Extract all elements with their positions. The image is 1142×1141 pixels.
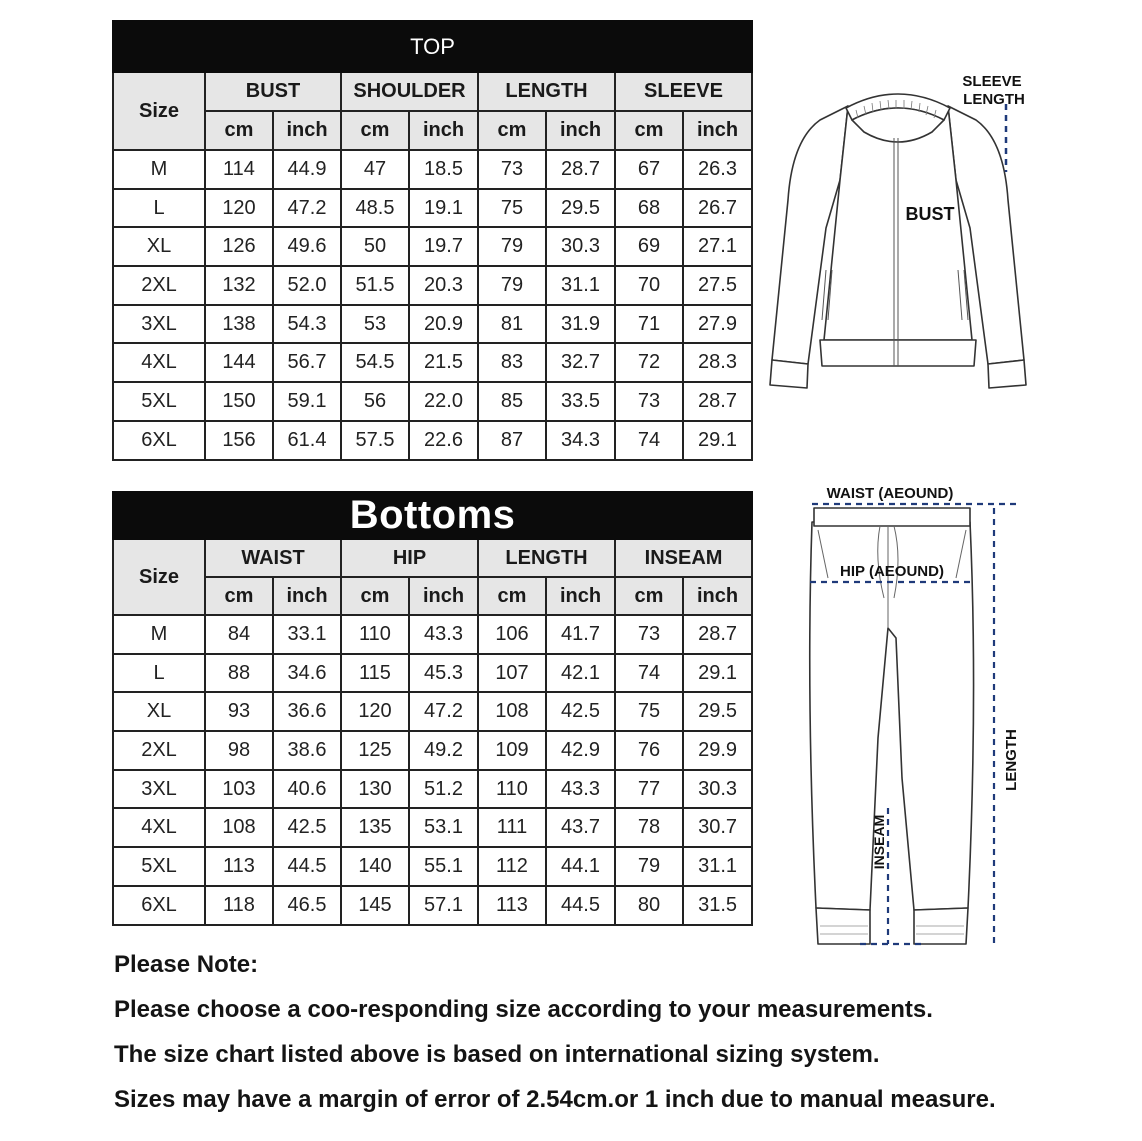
unit-inch: inch	[683, 111, 752, 150]
unit-inch: inch	[273, 577, 341, 615]
value-cell: 140	[341, 847, 409, 886]
value-cell: 111	[478, 808, 546, 847]
value-cell: 28.7	[683, 382, 752, 421]
value-cell: 20.3	[409, 266, 478, 305]
value-cell: 26.3	[683, 150, 752, 189]
value-cell: 132	[205, 266, 273, 305]
value-cell: 21.5	[409, 343, 478, 382]
bust-header: BUST	[205, 72, 341, 111]
table-row	[113, 382, 752, 421]
value-cell: 85	[478, 382, 546, 421]
value-cell: 106	[478, 615, 546, 654]
value-cell: 120	[341, 692, 409, 731]
value-cell: 87	[478, 421, 546, 460]
value-cell: 43.3	[409, 615, 478, 654]
size-cell: XL	[113, 227, 205, 266]
value-cell: 49.2	[409, 731, 478, 770]
value-cell: 41.7	[546, 615, 615, 654]
size-cell: L	[113, 189, 205, 228]
value-cell: 31.1	[683, 847, 752, 886]
value-cell: 55.1	[409, 847, 478, 886]
value-cell: 78	[615, 808, 683, 847]
size-column-header: Size	[113, 72, 205, 150]
notes-section	[114, 942, 1114, 1122]
unit-inch: inch	[683, 577, 752, 615]
unit-cm: cm	[478, 577, 546, 615]
value-cell: 42.5	[273, 808, 341, 847]
table-row	[113, 227, 752, 266]
value-cell: 31.1	[546, 266, 615, 305]
unit-cm: cm	[478, 111, 546, 150]
value-cell: 74	[615, 654, 683, 693]
value-cell: 29.5	[546, 189, 615, 228]
unit-cm: cm	[341, 577, 409, 615]
value-cell: 28.7	[546, 150, 615, 189]
value-cell: 18.5	[409, 150, 478, 189]
value-cell: 75	[615, 692, 683, 731]
top-size-table	[112, 20, 753, 461]
table-row	[113, 305, 752, 344]
value-cell: 79	[478, 227, 546, 266]
value-cell: 45.3	[409, 654, 478, 693]
value-cell: 61.4	[273, 421, 341, 460]
value-cell: 33.5	[546, 382, 615, 421]
value-cell: 29.1	[683, 654, 752, 693]
waist-label: WAIST (AEOUND)	[826, 485, 954, 502]
notes-heading: Please Note:	[114, 951, 259, 978]
table-row	[113, 189, 752, 228]
value-cell: 138	[205, 305, 273, 344]
top-table-title: TOP	[113, 21, 752, 72]
value-cell: 43.7	[546, 808, 615, 847]
size-cell: XL	[113, 692, 205, 731]
value-cell: 69	[615, 227, 683, 266]
value-cell: 42.5	[546, 692, 615, 731]
value-cell: 54.5	[341, 343, 409, 382]
value-cell: 79	[615, 847, 683, 886]
value-cell: 47.2	[409, 692, 478, 731]
table-row	[113, 150, 752, 189]
value-cell: 57.5	[341, 421, 409, 460]
value-cell: 30.7	[683, 808, 752, 847]
value-cell: 74	[615, 421, 683, 460]
value-cell: 49.6	[273, 227, 341, 266]
bottoms-table-title: Bottoms	[113, 492, 752, 539]
value-cell: 126	[205, 227, 273, 266]
value-cell: 42.1	[546, 654, 615, 693]
value-cell: 33.1	[273, 615, 341, 654]
size-cell: 4XL	[113, 343, 205, 382]
value-cell: 27.1	[683, 227, 752, 266]
value-cell: 34.3	[546, 421, 615, 460]
value-cell: 110	[478, 770, 546, 809]
value-cell: 156	[205, 421, 273, 460]
hip-label: HIP (AEOUND)	[840, 563, 944, 580]
size-cell: 2XL	[113, 266, 205, 305]
size-cell: M	[113, 150, 205, 189]
table-row	[113, 266, 752, 305]
value-cell: 34.6	[273, 654, 341, 693]
hip-header: HIP	[341, 539, 478, 577]
note-line: Please choose a coo-responding size according to your measurements.	[114, 996, 933, 1023]
bottoms-size-table	[112, 491, 753, 926]
value-cell: 77	[615, 770, 683, 809]
size-cell: 3XL	[113, 305, 205, 344]
value-cell: 53.1	[409, 808, 478, 847]
value-cell: 56	[341, 382, 409, 421]
unit-inch: inch	[409, 577, 478, 615]
size-cell: 3XL	[113, 770, 205, 809]
value-cell: 42.9	[546, 731, 615, 770]
value-cell: 75	[478, 189, 546, 228]
value-cell: 118	[205, 886, 273, 925]
value-cell: 67	[615, 150, 683, 189]
value-cell: 51.2	[409, 770, 478, 809]
value-cell: 125	[341, 731, 409, 770]
value-cell: 43.3	[546, 770, 615, 809]
length-label: LENGTH	[1003, 729, 1020, 791]
value-cell: 30.3	[683, 770, 752, 809]
unit-cm: cm	[615, 111, 683, 150]
unit-inch: inch	[546, 111, 615, 150]
value-cell: 57.1	[409, 886, 478, 925]
value-cell: 53	[341, 305, 409, 344]
value-cell: 20.9	[409, 305, 478, 344]
value-cell: 81	[478, 305, 546, 344]
value-cell: 22.0	[409, 382, 478, 421]
value-cell: 73	[615, 615, 683, 654]
value-cell: 54.3	[273, 305, 341, 344]
value-cell: 27.5	[683, 266, 752, 305]
value-cell: 84	[205, 615, 273, 654]
value-cell: 52.0	[273, 266, 341, 305]
value-cell: 28.3	[683, 343, 752, 382]
jacket-diagram	[760, 60, 1060, 400]
table-row	[113, 421, 752, 460]
value-cell: 145	[341, 886, 409, 925]
length-header: LENGTH	[478, 72, 615, 111]
value-cell: 48.5	[341, 189, 409, 228]
value-cell: 135	[341, 808, 409, 847]
value-cell: 36.6	[273, 692, 341, 731]
size-cell: 2XL	[113, 731, 205, 770]
value-cell: 40.6	[273, 770, 341, 809]
value-cell: 29.9	[683, 731, 752, 770]
size-cell: L	[113, 654, 205, 693]
unit-cm: cm	[205, 111, 273, 150]
value-cell: 73	[478, 150, 546, 189]
value-cell: 113	[478, 886, 546, 925]
value-cell: 98	[205, 731, 273, 770]
value-cell: 44.1	[546, 847, 615, 886]
value-cell: 120	[205, 189, 273, 228]
value-cell: 29.5	[683, 692, 752, 731]
value-cell: 109	[478, 731, 546, 770]
value-cell: 113	[205, 847, 273, 886]
table-row	[113, 343, 752, 382]
table-row	[113, 886, 752, 925]
value-cell: 110	[341, 615, 409, 654]
value-cell: 44.5	[546, 886, 615, 925]
value-cell: 107	[478, 654, 546, 693]
size-cell: M	[113, 615, 205, 654]
value-cell: 114	[205, 150, 273, 189]
note-line: Sizes may have a margin of error of 2.54cm.or 1 inch due to manual measure.	[114, 1086, 996, 1113]
table-row	[113, 770, 752, 809]
size-cell: 6XL	[113, 421, 205, 460]
shoulder-header: SHOULDER	[341, 72, 478, 111]
inseam-header: INSEAM	[615, 539, 752, 577]
value-cell: 108	[478, 692, 546, 731]
value-cell: 71	[615, 305, 683, 344]
value-cell: 112	[478, 847, 546, 886]
table-row	[113, 808, 752, 847]
value-cell: 26.7	[683, 189, 752, 228]
value-cell: 93	[205, 692, 273, 731]
value-cell: 30.3	[546, 227, 615, 266]
value-cell: 50	[341, 227, 409, 266]
value-cell: 130	[341, 770, 409, 809]
size-cell: 6XL	[113, 886, 205, 925]
value-cell: 103	[205, 770, 273, 809]
size-cell: 5XL	[113, 382, 205, 421]
value-cell: 56.7	[273, 343, 341, 382]
unit-inch: inch	[409, 111, 478, 150]
value-cell: 144	[205, 343, 273, 382]
value-cell: 22.6	[409, 421, 478, 460]
unit-cm: cm	[615, 577, 683, 615]
unit-cm: cm	[341, 111, 409, 150]
value-cell: 19.7	[409, 227, 478, 266]
note-line: The size chart listed above is based on international sizing system.	[114, 1041, 880, 1068]
value-cell: 44.5	[273, 847, 341, 886]
value-cell: 80	[615, 886, 683, 925]
value-cell: 88	[205, 654, 273, 693]
value-cell: 31.5	[683, 886, 752, 925]
value-cell: 108	[205, 808, 273, 847]
value-cell: 28.7	[683, 615, 752, 654]
value-cell: 38.6	[273, 731, 341, 770]
value-cell: 83	[478, 343, 546, 382]
waist-header: WAIST	[205, 539, 341, 577]
unit-cm: cm	[205, 577, 273, 615]
table-row	[113, 654, 752, 693]
table-row	[113, 692, 752, 731]
value-cell: 68	[615, 189, 683, 228]
table-row	[113, 615, 752, 654]
length-header: LENGTH	[478, 539, 615, 577]
value-cell: 44.9	[273, 150, 341, 189]
value-cell: 46.5	[273, 886, 341, 925]
value-cell: 32.7	[546, 343, 615, 382]
value-cell: 19.1	[409, 189, 478, 228]
value-cell: 70	[615, 266, 683, 305]
value-cell: 27.9	[683, 305, 752, 344]
pants-diagram	[798, 478, 1050, 954]
table-row	[113, 847, 752, 886]
value-cell: 115	[341, 654, 409, 693]
value-cell: 47.2	[273, 189, 341, 228]
value-cell: 76	[615, 731, 683, 770]
sleeve-length-label-line1: SLEEVE	[962, 73, 1022, 90]
unit-inch: inch	[273, 111, 341, 150]
value-cell: 150	[205, 382, 273, 421]
value-cell: 31.9	[546, 305, 615, 344]
unit-inch: inch	[546, 577, 615, 615]
value-cell: 59.1	[273, 382, 341, 421]
table-row	[113, 731, 752, 770]
inseam-label: INSEAM	[871, 814, 887, 870]
sleeve-header: SLEEVE	[615, 72, 752, 111]
size-cell: 4XL	[113, 808, 205, 847]
size-column-header: Size	[113, 539, 205, 615]
bust-label: BUST	[905, 204, 955, 224]
value-cell: 29.1	[683, 421, 752, 460]
value-cell: 51.5	[341, 266, 409, 305]
value-cell: 73	[615, 382, 683, 421]
value-cell: 47	[341, 150, 409, 189]
size-cell: 5XL	[113, 847, 205, 886]
value-cell: 79	[478, 266, 546, 305]
value-cell: 72	[615, 343, 683, 382]
sleeve-length-label-line2: LENGTH	[963, 91, 1025, 108]
